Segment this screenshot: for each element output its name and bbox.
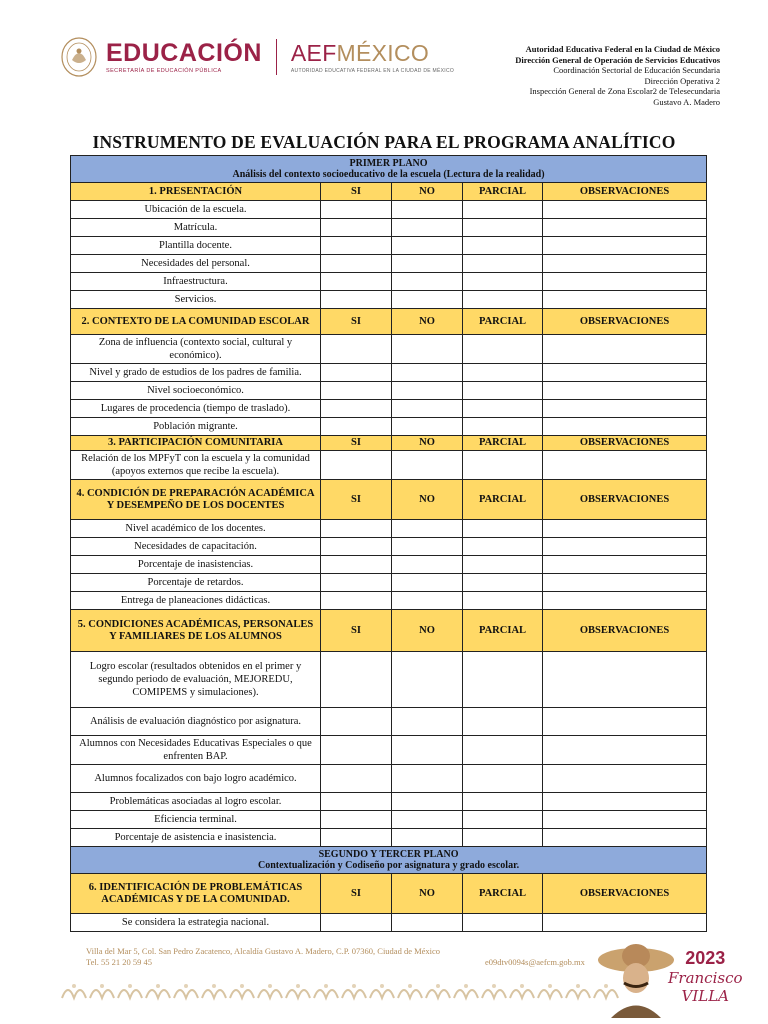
parcial-cell[interactable] xyxy=(463,793,543,811)
observaciones-cell[interactable] xyxy=(543,736,707,765)
criterion-label: Alumnos focalizados con bajo logro académico. xyxy=(71,765,321,793)
si-cell[interactable] xyxy=(321,255,392,273)
parcial-cell[interactable] xyxy=(463,765,543,793)
table-row xyxy=(71,520,707,538)
segundo-plano-header-subtitle: Contextualización y Codiseño por asignatura y grado escolar. xyxy=(257,860,520,871)
table-row xyxy=(71,382,707,400)
column-header-no: NO xyxy=(392,874,463,914)
parcial-cell[interactable] xyxy=(463,291,543,309)
villa-logo xyxy=(668,948,743,1005)
table-row xyxy=(71,574,707,592)
no-cell[interactable] xyxy=(392,765,463,793)
column-header-no: NO xyxy=(392,480,463,520)
si-cell[interactable] xyxy=(321,273,392,291)
no-cell[interactable] xyxy=(392,418,463,436)
si-cell[interactable] xyxy=(321,652,392,708)
table-row xyxy=(71,556,707,574)
footer-email: e09dtv0094s@aefcm.gob.mx xyxy=(485,957,585,967)
table-row xyxy=(71,219,707,237)
si-cell[interactable] xyxy=(321,335,392,364)
criterion-label: Nivel académico de los docentes. xyxy=(71,520,321,538)
criterion-label: Ubicación de la escuela. xyxy=(71,201,321,219)
criterion-label: Porcentaje de asistencia e inasistencia. xyxy=(71,829,321,847)
observaciones-cell[interactable] xyxy=(543,335,707,364)
no-cell[interactable] xyxy=(392,237,463,255)
si-cell[interactable] xyxy=(321,418,392,436)
no-cell[interactable] xyxy=(392,291,463,309)
parcial-cell[interactable] xyxy=(463,364,543,382)
observaciones-cell[interactable] xyxy=(543,237,707,255)
criterion-label: Nivel y grado de estudios de los padres de familia. xyxy=(71,364,321,382)
parcial-cell[interactable] xyxy=(463,451,543,480)
footer-phone: Tel. 55 21 20 59 45 xyxy=(86,957,152,967)
criterion-label: Entrega de planeaciones didácticas. xyxy=(71,592,321,610)
si-cell[interactable] xyxy=(321,538,392,556)
parcial-cell[interactable] xyxy=(463,219,543,237)
no-cell[interactable] xyxy=(392,574,463,592)
no-cell[interactable] xyxy=(392,556,463,574)
educacion-wordmark: EDUCACIÓN xyxy=(106,39,262,67)
no-cell[interactable] xyxy=(392,793,463,811)
page-footer xyxy=(0,938,768,1024)
si-cell[interactable] xyxy=(321,592,392,610)
table-row xyxy=(71,708,707,736)
parcial-cell[interactable] xyxy=(463,237,543,255)
column-header-observaciones: OBSERVACIONES xyxy=(543,436,707,451)
criterion-label: Porcentaje de inasistencias. xyxy=(71,556,321,574)
villa-year: 2023 xyxy=(685,948,726,968)
table-row xyxy=(71,201,707,219)
si-cell[interactable] xyxy=(321,451,392,480)
si-cell[interactable] xyxy=(321,793,392,811)
footer-address: Villa del Mar 5, Col. San Pedro Zacatenco, Alcaldía Gustavo A. Madero, C.P. 07360, Ciudad de México xyxy=(86,946,441,956)
observaciones-cell[interactable] xyxy=(543,574,707,592)
primer-plano-header-cell xyxy=(71,156,707,183)
observaciones-cell[interactable] xyxy=(543,255,707,273)
si-cell[interactable] xyxy=(321,574,392,592)
authority-line: Dirección General de Operación de Servicios Educativos xyxy=(515,54,720,65)
no-cell[interactable] xyxy=(392,914,463,932)
si-cell[interactable] xyxy=(321,201,392,219)
parcial-cell[interactable] xyxy=(463,811,543,829)
table-row xyxy=(71,273,707,291)
observaciones-cell[interactable] xyxy=(543,201,707,219)
section-header-row xyxy=(71,874,707,914)
no-cell[interactable] xyxy=(392,592,463,610)
section-title: 1. PRESENTACIÓN xyxy=(71,183,321,201)
si-cell[interactable] xyxy=(321,364,392,382)
table-row xyxy=(71,418,707,436)
criterion-label: Alumnos con Necesidades Educativas Especiales o que enfrenten BAP. xyxy=(71,736,321,765)
observaciones-cell[interactable] xyxy=(543,556,707,574)
table-row xyxy=(71,811,707,829)
si-cell[interactable] xyxy=(321,400,392,418)
no-cell[interactable] xyxy=(392,382,463,400)
evaluation-table xyxy=(70,155,707,932)
table-row xyxy=(71,400,707,418)
no-cell[interactable] xyxy=(392,201,463,219)
observaciones-cell[interactable] xyxy=(543,811,707,829)
parcial-cell[interactable] xyxy=(463,914,543,932)
table-row xyxy=(71,914,707,932)
criterion-label: Población migrante. xyxy=(71,418,321,436)
villa-name-first: Francisco xyxy=(668,969,743,987)
criterion-label: Porcentaje de retardos. xyxy=(71,574,321,592)
observaciones-cell[interactable] xyxy=(543,829,707,847)
section-title: 5. CONDICIONES ACADÉMICAS, PERSONALES Y FAMILIARES DE LOS ALUMNOS xyxy=(71,610,321,652)
si-cell[interactable] xyxy=(321,811,392,829)
column-header-no: NO xyxy=(392,610,463,652)
section-header-row xyxy=(71,309,707,335)
observaciones-cell[interactable] xyxy=(543,400,707,418)
parcial-cell[interactable] xyxy=(463,538,543,556)
parcial-cell[interactable] xyxy=(463,520,543,538)
column-header-si: SI xyxy=(321,309,392,335)
si-cell[interactable] xyxy=(321,736,392,765)
criterion-label: Análisis de evaluación diagnóstico por asignatura. xyxy=(71,708,321,736)
table-row xyxy=(71,829,707,847)
observaciones-cell[interactable] xyxy=(543,592,707,610)
si-cell[interactable] xyxy=(321,829,392,847)
no-cell[interactable] xyxy=(392,364,463,382)
no-cell[interactable] xyxy=(392,736,463,765)
mexico-wordmark: MÉXICO xyxy=(336,40,430,66)
aef-brand xyxy=(291,40,454,74)
si-cell[interactable] xyxy=(321,520,392,538)
si-cell[interactable] xyxy=(321,291,392,309)
si-cell[interactable] xyxy=(321,708,392,736)
section-title: 6. IDENTIFICACIÓN DE PROBLEMÁTICAS ACADÉMICAS Y DE LA COMUNIDAD. xyxy=(71,874,321,914)
section-title: 3. PARTICIPACIÓN COMUNITARIA xyxy=(71,436,321,451)
parcial-cell[interactable] xyxy=(463,556,543,574)
table-row xyxy=(71,364,707,382)
section-header-row xyxy=(71,183,707,201)
criterion-label: Lugares de procedencia (tiempo de traslado). xyxy=(71,400,321,418)
column-header-observaciones: OBSERVACIONES xyxy=(543,610,707,652)
table-row xyxy=(71,451,707,480)
aef-wordmark: AEF xyxy=(290,40,337,66)
authority-line: Inspección General de Zona Escolar2 de Telesecundaria xyxy=(529,86,720,97)
parcial-cell[interactable] xyxy=(463,418,543,436)
no-cell[interactable] xyxy=(392,335,463,364)
column-header-parcial: PARCIAL xyxy=(463,874,543,914)
column-header-si: SI xyxy=(321,874,392,914)
educacion-brand xyxy=(106,40,262,74)
column-header-si: SI xyxy=(321,436,392,451)
authority-line: Coordinación Sectorial de Educación Secundaria xyxy=(553,65,720,76)
sep-subtitle: SECRETARÍA DE EDUCACIÓN PÚBLICA xyxy=(106,68,222,74)
observaciones-cell[interactable] xyxy=(543,291,707,309)
villa-name-last: VILLA xyxy=(681,987,730,1005)
document-title: INSTRUMENTO DE EVALUACIÓN PARA EL PROGRAMA ANALÍTICO xyxy=(92,132,676,152)
observaciones-cell[interactable] xyxy=(543,652,707,708)
no-cell[interactable] xyxy=(392,219,463,237)
authority-line: Dirección Operativa 2 xyxy=(644,75,720,86)
column-header-si: SI xyxy=(321,480,392,520)
observaciones-cell[interactable] xyxy=(543,793,707,811)
logo-block xyxy=(60,36,454,78)
column-header-observaciones: OBSERVACIONES xyxy=(543,874,707,914)
parcial-cell[interactable] xyxy=(463,400,543,418)
parcial-cell[interactable] xyxy=(463,574,543,592)
criterion-label: Problemáticas asociadas al logro escolar. xyxy=(71,793,321,811)
criterion-label: Se considera la estrategia nacional. xyxy=(71,914,321,932)
decorative-pattern xyxy=(60,978,620,1004)
table-row xyxy=(71,793,707,811)
parcial-cell[interactable] xyxy=(463,829,543,847)
section-title: 2. CONTEXTO DE LA COMUNIDAD ESCOLAR xyxy=(71,309,321,335)
logo-divider xyxy=(276,39,277,75)
primer-plano-header xyxy=(71,156,707,183)
observaciones-cell[interactable] xyxy=(543,273,707,291)
table-row xyxy=(71,538,707,556)
criterion-label: Matrícula. xyxy=(71,219,321,237)
no-cell[interactable] xyxy=(392,255,463,273)
table-row xyxy=(71,765,707,793)
observaciones-cell[interactable] xyxy=(543,765,707,793)
column-header-parcial: PARCIAL xyxy=(463,480,543,520)
section-header-row xyxy=(71,480,707,520)
criterion-label: Servicios. xyxy=(71,291,321,309)
observaciones-cell[interactable] xyxy=(543,219,707,237)
table-row xyxy=(71,592,707,610)
observaciones-cell[interactable] xyxy=(543,382,707,400)
no-cell[interactable] xyxy=(392,538,463,556)
table-row xyxy=(71,255,707,273)
parcial-cell[interactable] xyxy=(463,201,543,219)
si-cell[interactable] xyxy=(321,219,392,237)
parcial-cell[interactable] xyxy=(463,335,543,364)
column-header-no: NO xyxy=(392,309,463,335)
column-header-si: SI xyxy=(321,610,392,652)
no-cell[interactable] xyxy=(392,400,463,418)
observaciones-cell[interactable] xyxy=(543,364,707,382)
column-header-parcial: PARCIAL xyxy=(463,610,543,652)
column-header-parcial: PARCIAL xyxy=(463,436,543,451)
no-cell[interactable] xyxy=(392,520,463,538)
aef-subtitle: AUTORIDAD EDUCATIVA FEDERAL EN LA CIUDAD DE MÉXICO xyxy=(290,68,455,74)
column-header-observaciones: OBSERVACIONES xyxy=(543,309,707,335)
criterion-label: Nivel socioeconómico. xyxy=(71,382,321,400)
parcial-cell[interactable] xyxy=(463,708,543,736)
footer-address-block xyxy=(86,946,440,968)
column-header-observaciones: OBSERVACIONES xyxy=(543,183,707,201)
authority-block xyxy=(515,44,720,108)
section-header-row xyxy=(71,436,707,451)
column-header-si: SI xyxy=(321,183,392,201)
si-cell[interactable] xyxy=(321,237,392,255)
observaciones-cell[interactable] xyxy=(543,708,707,736)
observaciones-cell[interactable] xyxy=(543,418,707,436)
column-header-no: NO xyxy=(392,436,463,451)
observaciones-cell[interactable] xyxy=(543,538,707,556)
criterion-label: Relación de los MPFyT con la escuela y la comunidad (apoyos externos que recibe la escuela). xyxy=(71,451,321,480)
segundo-plano-header xyxy=(71,847,707,874)
no-cell[interactable] xyxy=(392,811,463,829)
parcial-cell[interactable] xyxy=(463,382,543,400)
criterion-label: Zona de influencia (contexto social, cultural y económico). xyxy=(71,335,321,364)
authority-line: Gustavo A. Madero xyxy=(653,96,720,107)
section-header-row xyxy=(71,610,707,652)
primer-plano-header-subtitle: Análisis del contexto socioeducativo de la escuela (Lectura de la realidad) xyxy=(232,169,545,180)
page-header xyxy=(0,0,768,120)
observaciones-cell[interactable] xyxy=(543,451,707,480)
segundo-plano-header-cell xyxy=(71,847,707,874)
criterion-label: Plantilla docente. xyxy=(71,237,321,255)
column-header-no: NO xyxy=(392,183,463,201)
criterion-label: Necesidades del personal. xyxy=(71,255,321,273)
parcial-cell[interactable] xyxy=(463,255,543,273)
observaciones-cell[interactable] xyxy=(543,520,707,538)
si-cell[interactable] xyxy=(321,556,392,574)
si-cell[interactable] xyxy=(321,765,392,793)
parcial-cell[interactable] xyxy=(463,652,543,708)
segundo-plano-header-title: SEGUNDO Y TERCER PLANO xyxy=(318,849,459,860)
seal-icon xyxy=(60,36,98,78)
table-row xyxy=(71,291,707,309)
primer-plano-header-title: PRIMER PLANO xyxy=(349,158,428,169)
si-cell[interactable] xyxy=(321,914,392,932)
table-row xyxy=(71,335,707,364)
parcial-cell[interactable] xyxy=(463,592,543,610)
parcial-cell[interactable] xyxy=(463,736,543,765)
table-row xyxy=(71,237,707,255)
criterion-label: Infraestructura. xyxy=(71,273,321,291)
parcial-cell[interactable] xyxy=(463,273,543,291)
section-title: 4. CONDICIÓN DE PREPARACIÓN ACADÉMICA Y DESEMPEÑO DE LOS DOCENTES xyxy=(71,480,321,520)
no-cell[interactable] xyxy=(392,652,463,708)
criterion-label: Eficiencia terminal. xyxy=(71,811,321,829)
no-cell[interactable] xyxy=(392,451,463,480)
observaciones-cell[interactable] xyxy=(543,914,707,932)
column-header-parcial: PARCIAL xyxy=(463,309,543,335)
no-cell[interactable] xyxy=(392,708,463,736)
table-row xyxy=(71,652,707,708)
criterion-label: Necesidades de capacitación. xyxy=(71,538,321,556)
authority-line: Autoridad Educativa Federal en la Ciudad de México xyxy=(525,44,720,54)
no-cell[interactable] xyxy=(392,829,463,847)
no-cell[interactable] xyxy=(392,273,463,291)
column-header-parcial: PARCIAL xyxy=(463,183,543,201)
si-cell[interactable] xyxy=(321,382,392,400)
criterion-label: Logro escolar (resultados obtenidos en el primer y segundo periodo de evaluación, MEJOREDU, COMIPEMS y simulaciones). xyxy=(71,652,321,708)
table-row xyxy=(71,736,707,765)
column-header-observaciones: OBSERVACIONES xyxy=(543,480,707,520)
